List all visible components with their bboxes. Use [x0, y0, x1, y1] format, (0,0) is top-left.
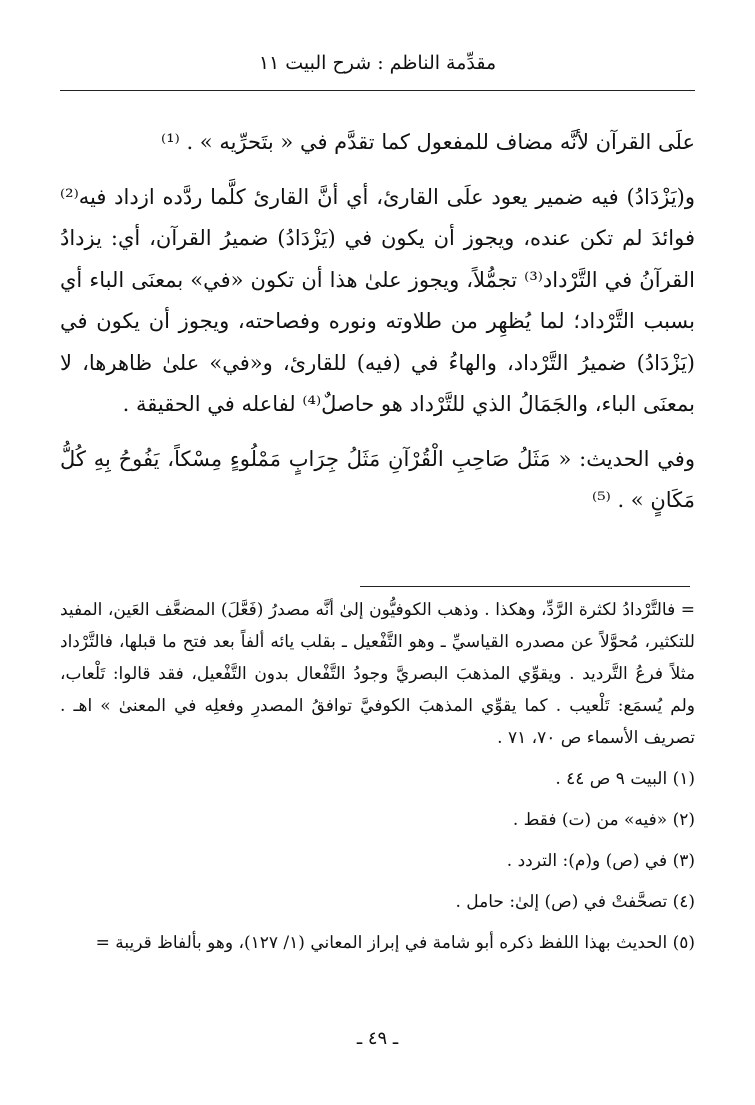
header-title: مقدِّمة الناظم : شرح البيت ١١ [258, 52, 497, 74]
footnote-1: (١) البيت ٩ ص ٤٤ . [555, 769, 695, 789]
footnote-continuation: = فالتَّرْدادُ لكثرة الرَّدِّ، وهكذا . وذهب الكوفيُّون إلىٰ أنَّه مصدرُ (فَعَّلَ) المضعَّف العَين، المفيد للتكثير، مُحوَّلاً عن مصدره القياسيِّ ـ وهو التَّفْعيل ـ بقلب يائه ألفاً بعد فتح ما قبلها، فالتَّرْداد مثلاً فرعُ التَّرديد . ويقوِّي المذهبَ البصريَّ وجودُ التَّفْعال بدون التَّفْعيل، فقد قالوا: تَلْعاب، ولم يُسمَع: تَلْعيب . كما يقوِّي المذهبَ الكوفيَّ توافقُ المصدرِ وفعلِه في المعنىٰ » اهـ . تصريف الأسماء ص ٧٠، ٧١ . [60, 600, 695, 748]
main-paragraph-3: وفي الحديث: « مَثَلُ صَاحِبِ الْقُرْآنِ مَثَلُ جِرَابٍ مَمْلُوءٍ مِسْكاً، يَفُوحُ بِهِ كُلُّ مَكَانٍ » . ⁽⁵⁾ [60, 446, 695, 512]
footnote-3: (٣) في (ص) و(م): التردد . [506, 851, 695, 871]
main-paragraph-2: و(يَزْدَادُ) فيه ضمير يعود علَى القارئ، أي أنَّ القارئ كلَّما ردَّده ازداد فيه⁽²⁾ فوائدَ لم تكن عنده، ويجوز أن يكون في (يَزْدَادُ) ضميرُ القرآن، أي: يزدادُ القرآنُ في التَّرْداد⁽³⁾ تجمُّلاً، ويجوز علىٰ هذا أن تكون «في» بمعنَى الباء أي بسبب التَّرْداد؛ لما يُظهِر من طلاوته ونوره وفصاحته، ويجوز أن يكون في (يَزْدَادُ) ضميرُ التَّرْداد، والهاءُ في (فيه) للقارئ، و«في» علىٰ ظاهرها، لا بمعنَى الباء، والجَمَالُ الذي للتَّرْداد هو حاصلٌ⁽⁴⁾ لفاعله في الحقيقة . [60, 184, 695, 416]
main-text [60, 122, 695, 535]
page-header [60, 52, 695, 74]
footnote-2: (٢) «فيه» من (ت) فقط . [512, 810, 695, 830]
footnote-4: (٤) تصحَّفتْ في (ص) إلىٰ: حامل . [455, 892, 695, 912]
footnotes [60, 594, 695, 968]
page-number: ـ ٤٩ ـ [356, 1028, 399, 1049]
header-divider [60, 90, 695, 91]
main-paragraph-1: علَى القرآن لأنَّه مضاف للمفعول كما تقدَّم في « بتَحرِّيه » . ⁽¹⁾ [161, 130, 695, 154]
footnote-divider [360, 586, 690, 587]
footnote-5: (٥) الحديث بهذا اللفظ ذكره أبو شامة في إبراز المعاني (١/ ١٢٧)، وهو بألفاظ قريبة = [95, 933, 695, 953]
